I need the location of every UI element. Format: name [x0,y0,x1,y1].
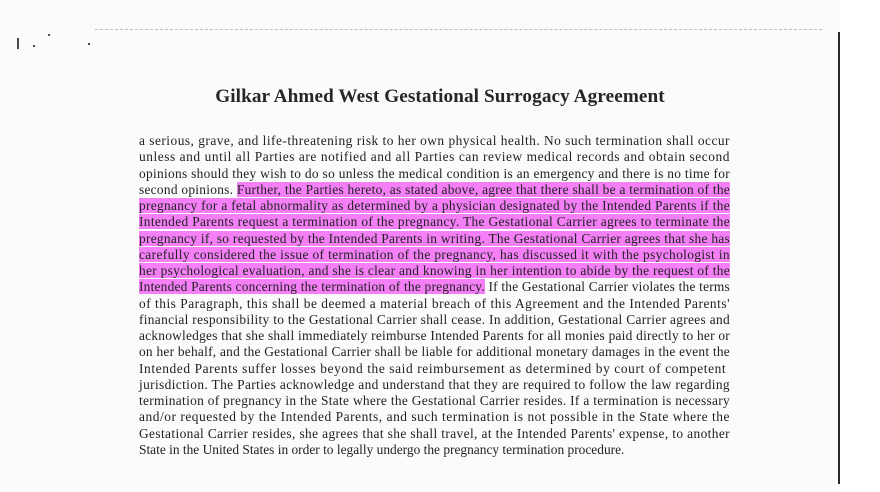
paragraph-line [139,426,730,442]
scan-speck [88,43,90,45]
paragraph-line [139,231,730,247]
highlighted-text: Intended Parents request a termination of the pregnancy. The Gestational Carrier agrees to terminate the [139,214,730,230]
scan-speck [48,34,50,36]
highlighted-text: Further, the Parties hereto, as stated above, agree that there shall be a termination of the [236,181,730,197]
scan-speck [33,45,35,47]
scan-top-edge [95,29,822,30]
highlighted-text: Intended Parents concerning the termination of the pregnancy. [139,279,485,295]
paragraph-line [139,344,730,360]
paragraph-line [139,149,730,165]
paragraph-line [139,133,730,149]
paragraph-line [139,393,730,409]
highlighted-text: pregnancy for a fetal abnormality as determined by a physician designated by the Intended Parents if the [139,198,730,213]
paragraph-line [139,442,624,458]
paragraph-line [139,198,730,214]
paragraph-line [139,214,730,230]
paragraph-line [139,377,730,393]
line-text: termination of pregnancy in the State where the Gestational Carrier resides. If a termination is necessary [139,393,730,408]
line-text: State in the United States in order to legally undergo the pregnancy termination procedure. [139,441,625,457]
paragraph-line [139,328,730,344]
line-text: opinions should they wish to do so unless the medical condition is an emergency and there is no time for [139,165,730,181]
paragraph-line [139,182,730,198]
paragraph-line [139,296,730,312]
paragraph-line [139,409,730,425]
document-title: Gilkar Ahmed West Gestational Surrogacy Agreement [215,86,665,107]
scan-margin [840,0,880,492]
highlighted-text: carefully considered the issue of termination of the pregnancy, has discussed it with the psychologist in [139,246,730,262]
paragraph-line [139,247,730,263]
line-text: unless and until all Parties are notified and all Parties can review medical records and obtain second [139,149,730,165]
line-text: a serious, grave, and life-threatening risk to her own physical health. No such termination shall occur [139,133,730,148]
paragraph-line [139,361,726,377]
line-text: Gestational Carrier resides, she agrees that she shall travel, at the Intended Parents' expense, to another [139,425,730,441]
paragraph-line [139,166,730,182]
paragraph-line [139,263,730,279]
paragraph-line [139,279,730,295]
line-text: acknowledges that she shall immediately reimburse Intended Parents for all monies paid directly to her or [139,328,730,343]
line-text: on her behalf, and the Gestational Carrier shall be liable for additional monetary damages in the event the [139,344,730,360]
line-text: If the Gestational Carrier violates the terms [484,279,730,295]
line-text: Intended Parents suffer losses beyond the said reimbursement as determined by court of competent [139,360,727,376]
line-text: and/or requested by the Intended Parents, and such termination is not possible in the State where the [139,409,730,425]
line-text: financial responsibility to the Gestational Carrier shall cease. In addition, Gestational Carrier agrees and [139,311,730,327]
highlighted-text: her psychological evaluation, and she is clear and knowing in her intention to abide by the request of the [139,263,730,278]
line-text: second opinions. [139,181,237,197]
highlighted-text: pregnancy if, so requested by the Intended Parents in writing. The Gestational Carrier agrees that she has [139,230,730,246]
line-text: of this Paragraph, this shall be deemed a material breach of this Agreement and the Intended Parents' [139,295,730,311]
line-text: jurisdiction. The Parties acknowledge and understand that they are required to follow the law regarding [139,376,730,392]
scan-speck [17,38,19,49]
paragraph-line [139,312,730,328]
